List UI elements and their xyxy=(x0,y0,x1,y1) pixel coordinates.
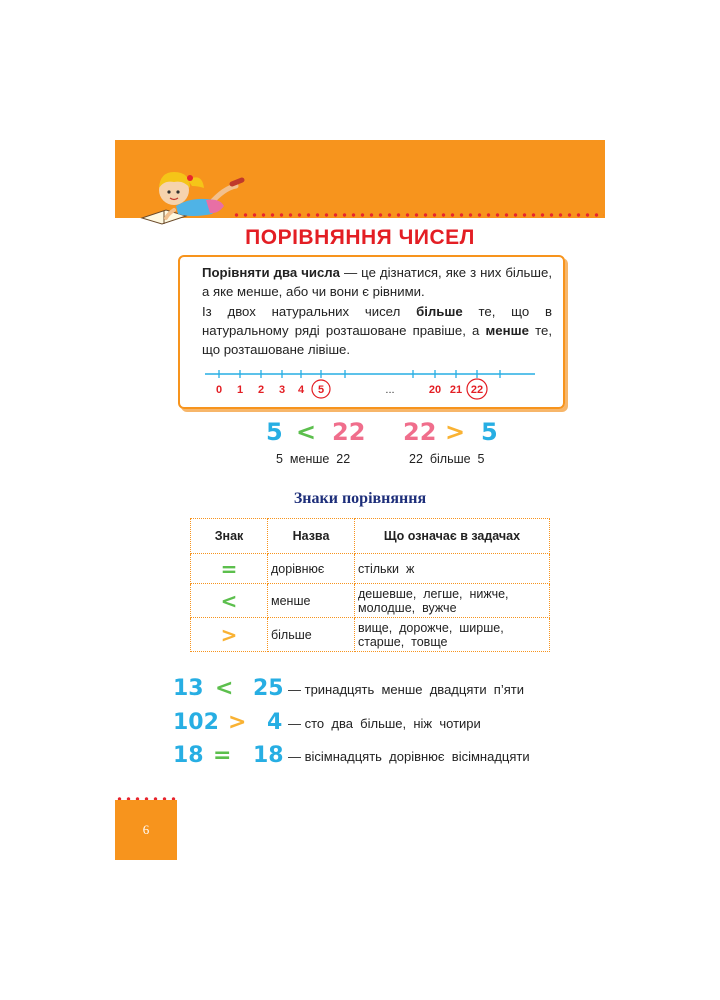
page-title: ПОРІВНЯННЯ ЧИСЕЛ xyxy=(245,226,475,249)
example-3-b: 18 xyxy=(253,743,284,768)
rule-p2-part-e: те, що розташоване лівіше. xyxy=(202,323,552,357)
number-line-label-1: 1 xyxy=(236,384,244,396)
girl-reading-illustration xyxy=(140,158,250,228)
rule-p2-part-a: Із двох натуральних чисел xyxy=(202,304,417,319)
comparison-1-caption: 5 менше 22 xyxy=(276,452,351,466)
page-number: 6 xyxy=(142,822,150,837)
example-1-b: 25 xyxy=(253,676,284,701)
rule-paragraph-1 xyxy=(202,263,552,301)
number-line-label-4: 4 xyxy=(297,384,305,396)
header-dots xyxy=(232,212,604,218)
less-than-sign: < xyxy=(191,584,268,618)
rule-text xyxy=(202,263,552,360)
number-line xyxy=(205,364,540,400)
example-3-text: — вісімнадцять дорівнює вісімнадцяти xyxy=(288,749,530,764)
example-1 xyxy=(173,676,563,706)
table-row xyxy=(191,554,550,584)
less-than-sign: < xyxy=(296,418,317,446)
greater-than-sign: > xyxy=(445,418,466,446)
example-2 xyxy=(173,710,563,740)
example-1-a: 13 xyxy=(173,676,204,701)
comparison-2-caption: 22 більше 5 xyxy=(409,452,485,466)
sign-meaning: вище, дорожче, ширше, старше, товще xyxy=(355,618,550,652)
rule-p2-bold-less: менше xyxy=(485,323,529,338)
comparison-2 xyxy=(403,418,513,450)
comparison-1 xyxy=(266,418,376,450)
example-1-text: — тринадцять менше двадцяти п’яти xyxy=(288,682,524,697)
rule-p2-bold-more: більше xyxy=(416,304,463,319)
comparison-2-b: 5 xyxy=(481,418,498,446)
number-line-label-22: 22 xyxy=(470,384,484,396)
signs-table xyxy=(190,518,550,652)
sign-name: більше xyxy=(268,618,355,652)
number-line-label-21: 21 xyxy=(449,384,463,396)
greater-than-sign: > xyxy=(191,618,268,652)
less-than-sign: < xyxy=(215,676,234,701)
rule-paragraph-2 xyxy=(202,302,552,359)
header-meaning: Що означає в задачах xyxy=(355,519,550,554)
sign-name: менше xyxy=(268,584,355,618)
example-2-text: — сто два більше, ніж чотири xyxy=(288,716,481,731)
sign-name: дорівнює xyxy=(268,554,355,584)
rule-definition: — це дізнатися, яке з них більше, а яке менше, або чи вони є рівними. xyxy=(202,265,552,299)
table-row xyxy=(191,584,550,618)
number-line-label-3: 3 xyxy=(278,384,286,396)
number-line-label-20: 20 xyxy=(428,384,442,396)
equals-sign: = xyxy=(191,554,268,584)
example-3-a: 18 xyxy=(173,743,204,768)
number-line-ellipsis: ... xyxy=(385,384,395,396)
greater-than-sign: > xyxy=(228,710,247,735)
header-sign: Знак xyxy=(191,519,268,554)
table-header-row xyxy=(191,519,550,554)
header-name: Назва xyxy=(268,519,355,554)
table-row xyxy=(191,618,550,652)
rule-p2-part-c: те, що в натуральному ряді розташоване правіше, а xyxy=(202,304,552,338)
example-3 xyxy=(173,743,563,773)
comparison-1-a: 5 xyxy=(266,418,283,446)
example-2-b: 4 xyxy=(267,710,283,735)
number-line-label-0: 0 xyxy=(215,384,223,396)
number-line-label-5: 5 xyxy=(317,384,325,396)
sign-meaning: стільки ж xyxy=(355,554,550,584)
example-2-a: 102 xyxy=(173,710,219,735)
comparison-1-b: 22 xyxy=(332,418,366,446)
rule-term: Порівняти два числа xyxy=(202,265,341,280)
equals-sign: = xyxy=(213,743,232,768)
signs-section-title: Знаки порівняння xyxy=(293,490,427,507)
number-line-label-2: 2 xyxy=(257,384,265,396)
sign-meaning: дешевше, легше, нижче, молодше, вужче xyxy=(355,584,550,618)
comparison-2-a: 22 xyxy=(403,418,437,446)
